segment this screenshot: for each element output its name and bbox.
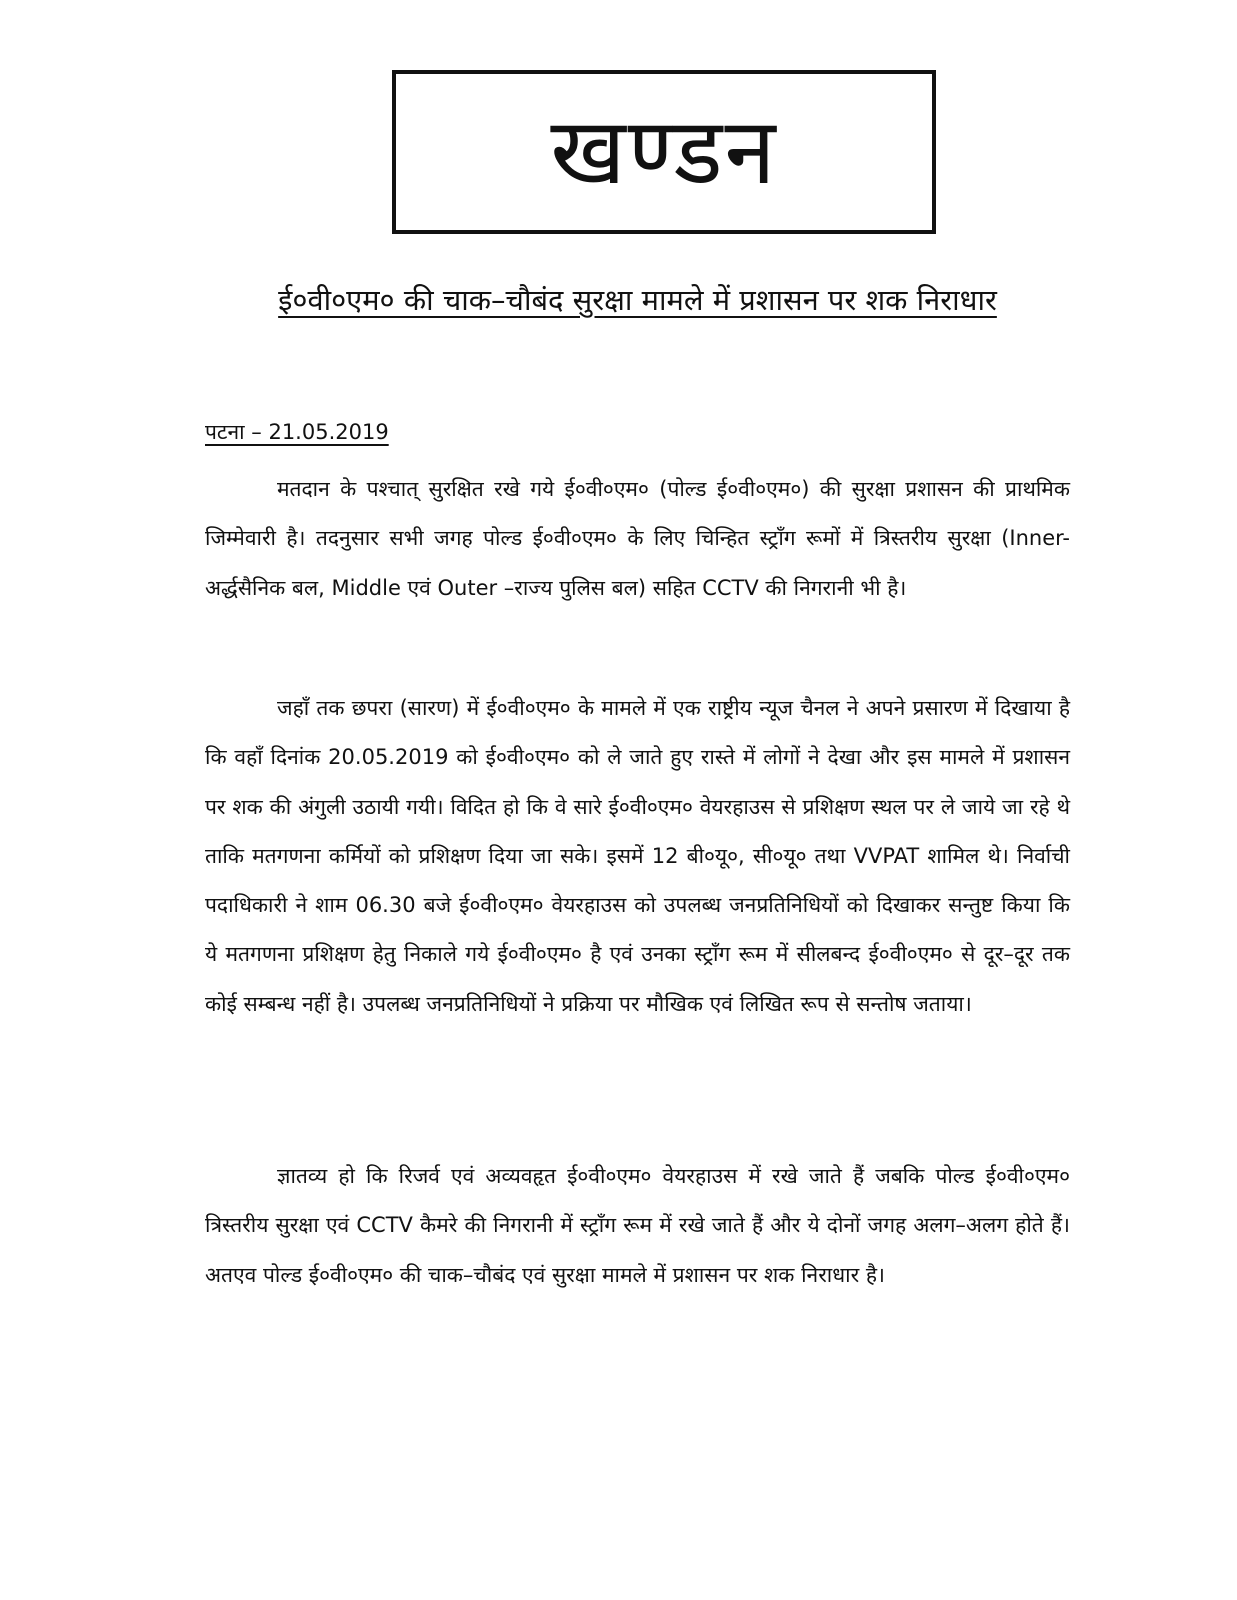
dateline-text: पटना – 21.05.2019 [205, 420, 389, 444]
headline-text: ई०वी०एम० की चाक–चौबंद सुरक्षा मामले में प्रशासन पर शक निराधार [278, 283, 997, 317]
paragraph-1: मतदान के पश्चात् सुरक्षित रखे गये ई०वी०एम० (पोल्ड ई०वी०एम०) की सुरक्षा प्रशासन की प्राथमिक जिम्मेवारी है। तदनुसार सभी जगह पोल्ड ई०वी०एम० के लिए चिन्हित स्ट्राँग रूमों में त्रिस्तरीय सुरक्षा (Inner- अर्द्धसैनिक बल, Middle एवं Outer –राज्य पुलिस बल) सहित CCTV की निगरानी भी है। [205, 477, 1070, 600]
title-box [392, 70, 936, 234]
paragraph-3: ज्ञातव्य हो कि रिजर्व एवं अव्यवहृत ई०वी०एम० वेयरहाउस में रखे जाते हैं जबकि पोल्ड ई०वी०एम० त्रिस्तरीय सुरक्षा एवं CCTV कैमरे की निगरानी में स्ट्राँग रूम में रखे जाते हैं और ये दोनों जगह अलग–अलग होते हैं। अतएव पोल्ड ई०वी०एम० की चाक–चौबंद एवं सुरक्षा मामले में प्रशासन पर शक निराधार है। [205, 1164, 1070, 1287]
paragraph-2: जहाँ तक छपरा (सारण) में ई०वी०एम० के मामले में एक राष्ट्रीय न्यूज चैनल ने अपने प्रसारण में दिखाया है कि वहाँ दिनांक 20.05.2019 को ई०वी०एम० को ले जाते हुए रास्ते में लोगों ने देखा और इस मामले में प्रशासन पर शक की अंगुली उठायी गयी। विदित हो कि वे सारे ई०वी०एम० वेयरहाउस से प्रशिक्षण स्थल पर ले जाये जा रहे थे ताकि मतगणना कर्मियों को प्रशिक्षण दिया जा सके। इसमें 12 बी०यू०, सी०यू० तथा VVPAT शामिल थे। निर्वाची पदाधिकारी ने शाम 06.30 बजे ई०वी०एम० वेयरहाउस को उपलब्ध जनप्रतिनिधियों को दिखाकर सन्तुष्ट किया कि ये मतगणना प्रशिक्षण हेतु निकाले गये ई०वी०एम० है एवं उनका स्ट्राँग रूम में सीलबन्द ई०वी०एम० से दूर–दूर तक कोई सम्बन्ध नहीं है। उपलब्ध जनप्रतिनिधियों ने प्रक्रिया पर मौखिक एवं लिखित रूप से सन्तोष जताया। [205, 696, 1070, 1016]
document-title: खण्डन [550, 98, 778, 205]
headline [200, 280, 1075, 320]
dateline [205, 418, 389, 446]
